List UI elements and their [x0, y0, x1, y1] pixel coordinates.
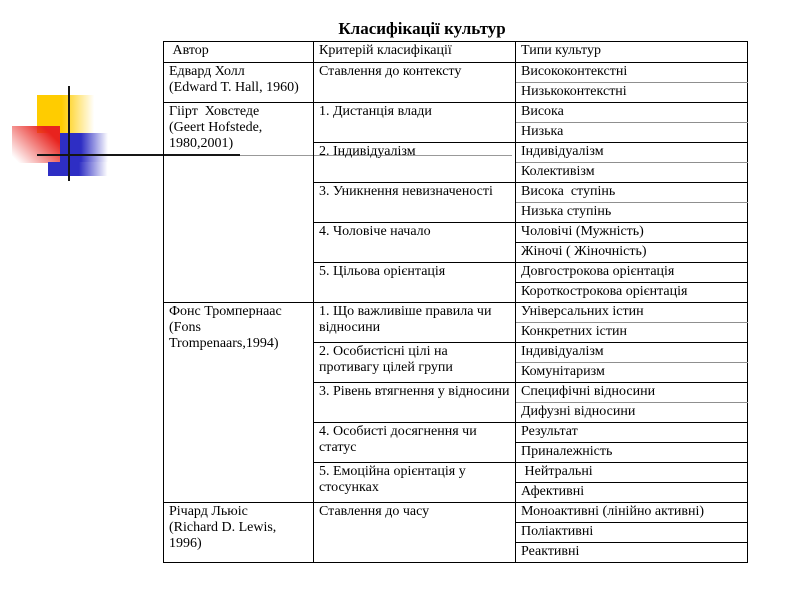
type-cell: Афективні: [516, 483, 748, 503]
criterion-cell: 5. Емоційна орієнтація у стосунках: [314, 463, 516, 503]
table-row: [164, 63, 748, 83]
type-cell: Дифузні відносини: [516, 403, 748, 423]
classification-table: [163, 41, 748, 563]
author-name: Річард Льюіс: [169, 504, 248, 519]
author-cell: [164, 103, 314, 303]
type-cell: Висока ступінь: [516, 183, 748, 203]
author-cell: [164, 303, 314, 503]
type-cell: Довгострокова орієнтація: [516, 263, 748, 283]
type-cell: Індивідуалізм: [516, 143, 748, 163]
type-cell: Короткострокова орієнтація: [516, 283, 748, 303]
type-cell: Моноактивні (лінійно активні): [516, 503, 748, 523]
criterion-cell: 4. Чоловіче начало: [314, 223, 516, 263]
table-row: [164, 503, 748, 523]
author-cell: [164, 503, 314, 563]
type-cell: Чоловічі (Мужність): [516, 223, 748, 243]
author-name: Фонс Тромпернаас: [169, 304, 282, 319]
criterion-cell: 2. Індивідуалізм: [314, 143, 516, 183]
decoration-blue-square-lower: [48, 162, 110, 176]
author-detail: (Fons Trompenaars,1994): [169, 320, 279, 351]
col-header-criterion: Критерій класифікації: [314, 42, 516, 63]
type-cell: Комунітаризм: [516, 363, 748, 383]
type-cell: Специфічні відносини: [516, 383, 748, 403]
type-cell: Колективізм: [516, 163, 748, 183]
type-cell: Висококонтекстні: [516, 63, 748, 83]
author-name: Едвард Холл: [169, 64, 245, 79]
type-cell: Універсальних істин: [516, 303, 748, 323]
criterion-cell: Ставлення до часу: [314, 503, 516, 563]
type-cell: Реактивні: [516, 543, 748, 563]
decoration-vertical-line: [68, 86, 70, 181]
type-cell: Низькоконтекстні: [516, 83, 748, 103]
author-detail: (Richard D. Lewis, 1996): [169, 520, 280, 551]
table-row: [164, 103, 748, 123]
table-row: [164, 303, 748, 323]
author-name: Гіірт Ховстеде: [169, 104, 260, 119]
table-header-row: [164, 42, 748, 63]
criterion-cell: 1. Що важливіше правила чи відносини: [314, 303, 516, 343]
criterion-cell: 3. Уникнення невизначеності: [314, 183, 516, 223]
criterion-cell: 5. Цільова орієнтація: [314, 263, 516, 303]
type-cell: Приналежність: [516, 443, 748, 463]
criterion-cell: 4. Особисті досягнення чи статус: [314, 423, 516, 463]
author-detail: (Edward T. Hall, 1960): [169, 80, 299, 95]
type-cell: Низька ступінь: [516, 203, 748, 223]
criterion-cell: 1. Дистанція влади: [314, 103, 516, 143]
col-header-author: Автор: [164, 42, 314, 63]
col-header-types: Типи культур: [516, 42, 748, 63]
criterion-cell: 2. Особистісні цілі на противагу цілей групи: [314, 343, 516, 383]
type-cell: Низька: [516, 123, 748, 143]
author-cell: [164, 63, 314, 103]
criterion-cell: Ставлення до контексту: [314, 63, 516, 103]
author-detail: (Geert Hofstede, 1980,2001): [169, 120, 266, 151]
decoration-red-square: [12, 126, 60, 163]
type-cell: Результат: [516, 423, 748, 443]
type-cell: Поліактивні: [516, 523, 748, 543]
type-cell: Нейтральні: [516, 463, 748, 483]
type-cell: Індивідуалізм: [516, 343, 748, 363]
type-cell: Конкретних істин: [516, 323, 748, 343]
type-cell: Висока: [516, 103, 748, 123]
type-cell: Жіночі ( Жіночність): [516, 243, 748, 263]
slide-title: Класифікації культур: [338, 19, 506, 38]
criterion-cell: 3. Рівень втягнення у відносини: [314, 383, 516, 423]
